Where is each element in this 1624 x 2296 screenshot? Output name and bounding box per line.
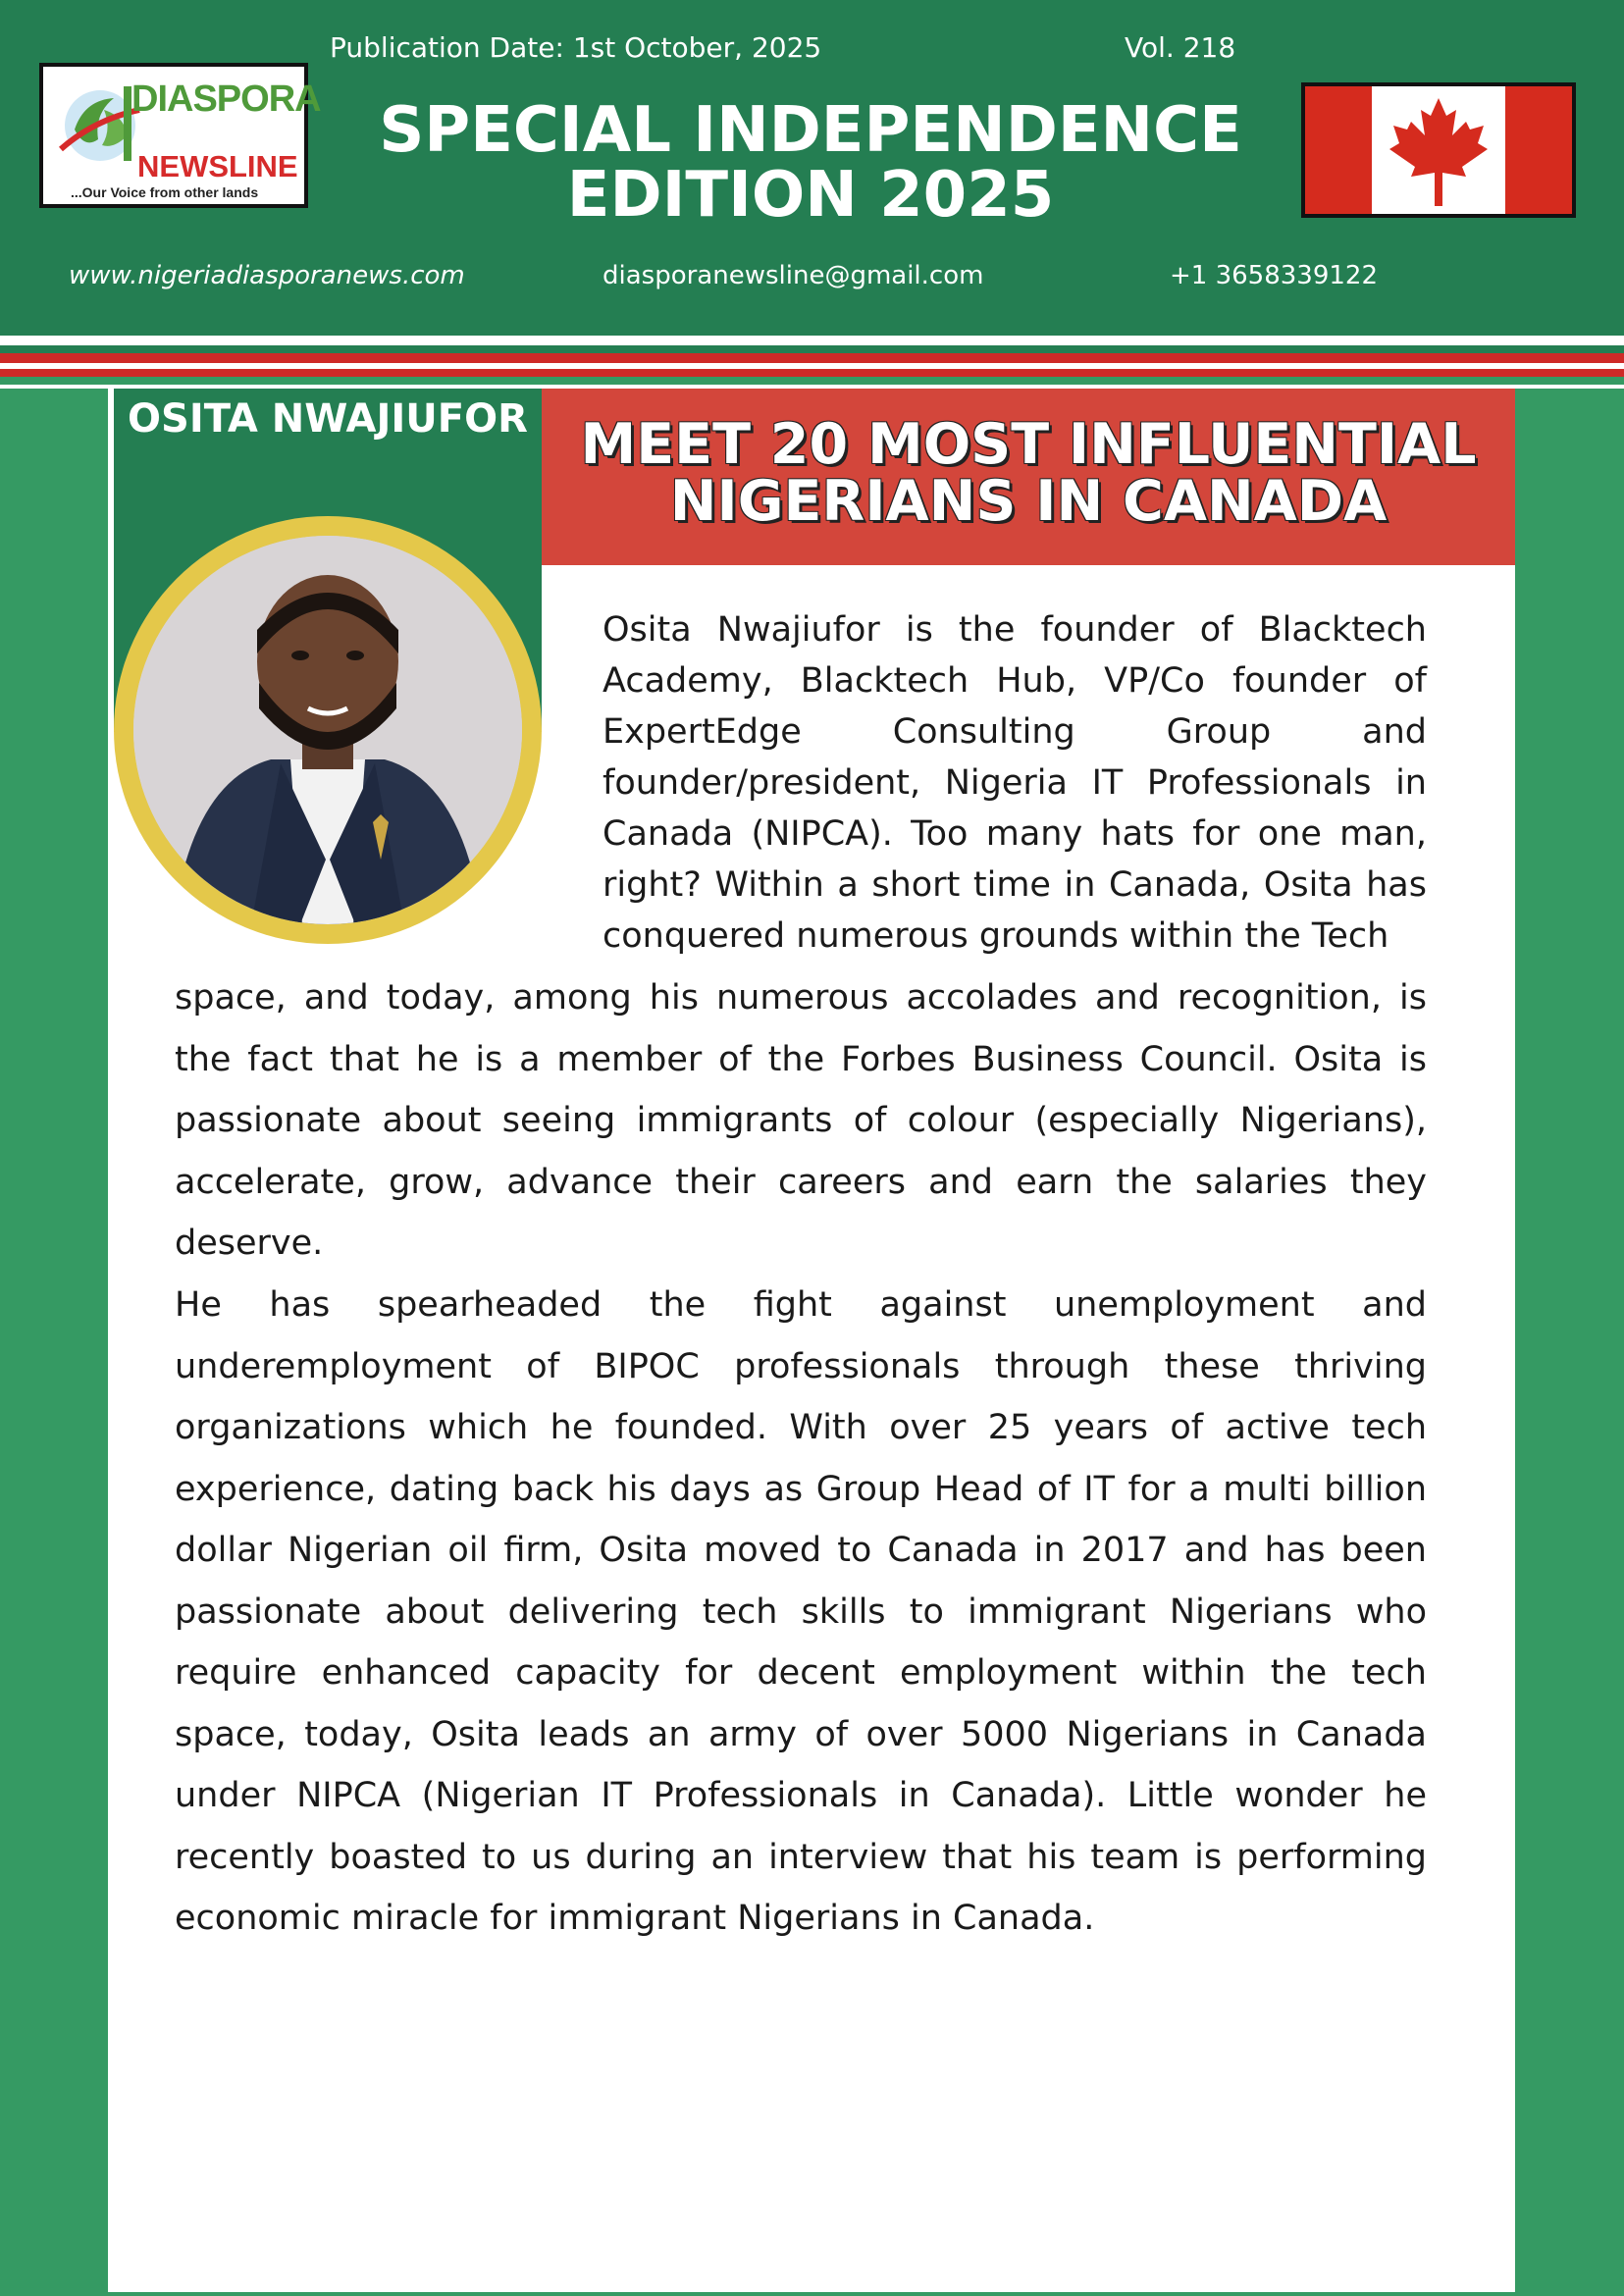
headline-line1: MEET 20 MOST INFLUENTIAL [580, 412, 1477, 477]
logo-brand-bottom: NEWSLINE [137, 149, 298, 183]
logo-tagline: ...Our Voice from other lands [71, 184, 259, 200]
phone-number: +1 3658339122 [1170, 261, 1379, 290]
canada-flag-graphic [1305, 86, 1572, 214]
logo-brand-top: DIASPORA [131, 78, 321, 120]
masthead [0, 0, 1624, 334]
masthead-divider-stripes [0, 334, 1624, 389]
diaspora-newsline-logo [39, 63, 321, 208]
portrait-illustration [133, 536, 522, 924]
headline-line2: NIGERIANS IN CANADA [669, 469, 1388, 534]
portrait-photo [133, 536, 522, 924]
edition-title-line1: SPECIAL INDEPENDENCE [379, 94, 1242, 167]
canada-flag-icon [1301, 82, 1576, 218]
person-name: OSITA NWAJIUFOR [128, 396, 528, 442]
website-link[interactable]: www.nigeriadiasporanews.com [69, 261, 465, 290]
publication-date: Publication Date: 1st October, 2025 [330, 31, 822, 64]
article-paragraph-forbes: space, and today, among his numerous accolades and recognition, is the fact that he is a member of the Forbes Business Council. Osita is passionate about seeing immigrants of colour (especially Nigerians), accelerate, grow, advance their careers and earn the salaries they deserve. [175, 978, 1427, 1263]
article-paragraph-career: He has spearheaded the fight against unemployment and underemployment of BIPOC professionals through these thriving organizations which he founded. With over 25 years of active tech experience, dating back his days as Group Head of IT for a multi billion dollar Nigerian oil firm, Osita moved to Canada in 2017 and has been passionate about delivering tech skills to immigrant Nigerians who require enhanced capacity for decent employment within the tech space, today, Osita leads an army of over 5000 Nigerians in Canada under NIPCA (Nigerian IT Professionals in Canada). Little wonder he recently boasted to us during an interview that his team is performing economic miracle for immigrant Nigerians in Canada. [175, 1285, 1427, 1938]
volume-number: Vol. 218 [1125, 31, 1236, 64]
edition-title [340, 94, 1282, 232]
edition-title-line2: EDITION 2025 [566, 159, 1055, 232]
article-headline [542, 412, 1515, 534]
email-link[interactable]: diasporanewsline@gmail.com [602, 261, 984, 290]
article-paragraph-intro: Osita Nwajiufor is the founder of Blacktech Academy, Blacktech Hub, VP/Co founder of ExpertEdge Consulting Group and founder/president, Nigeria IT Professionals in Canada (NIPCA). Too many hats for one man, right? Within a short time in Canada, Osita has conquered numerous grounds within the Tech [602, 610, 1427, 956]
